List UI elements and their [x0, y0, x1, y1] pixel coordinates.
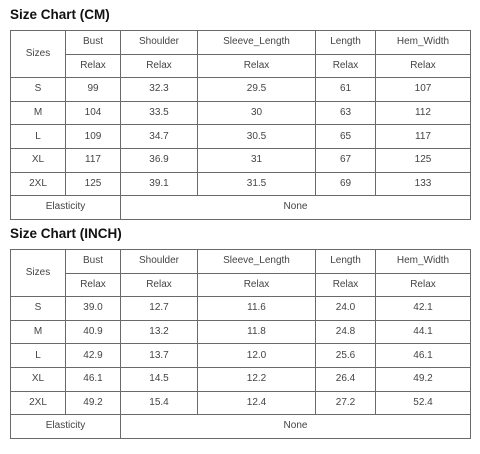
measurement-cell: 69 — [316, 172, 376, 196]
measurement-cell: 26.4 — [316, 367, 376, 391]
measurement-cell: 104 — [66, 101, 121, 125]
measurement-cell: 125 — [66, 172, 121, 196]
measurement-cell: 30.5 — [198, 125, 316, 149]
fit-row — [11, 54, 471, 78]
measurement-cell: 46.1 — [66, 367, 121, 391]
size-label: M — [11, 320, 66, 344]
measurement-cell: 39.0 — [66, 297, 121, 321]
fit-cell: Relax — [198, 273, 316, 297]
measurement-cell: 13.2 — [121, 320, 198, 344]
measurement-cell: 42.1 — [376, 297, 471, 321]
fit-cell: Relax — [198, 54, 316, 78]
measurement-cell: 33.5 — [121, 101, 198, 125]
measurement-cell: 14.5 — [121, 367, 198, 391]
table-row — [11, 297, 471, 321]
measurement-cell: 31.5 — [198, 172, 316, 196]
size-label: S — [11, 297, 66, 321]
measurement-cell: 31 — [198, 148, 316, 172]
size-label: M — [11, 101, 66, 125]
elasticity-value: None — [121, 415, 471, 439]
table-row — [11, 391, 471, 415]
elasticity-row — [11, 415, 471, 439]
fit-cell: Relax — [121, 54, 198, 78]
measurement-cell: 12.2 — [198, 367, 316, 391]
table-row — [11, 367, 471, 391]
table-row — [11, 320, 471, 344]
size-label: L — [11, 125, 66, 149]
measurement-cell: 12.0 — [198, 344, 316, 368]
measurement-cell: 29.5 — [198, 78, 316, 102]
size-label: 2XL — [11, 391, 66, 415]
measurement-cell: 32.3 — [121, 78, 198, 102]
elasticity-label: Elasticity — [11, 415, 121, 439]
measurement-cell: 25.6 — [316, 344, 376, 368]
measurement-cell: 24.8 — [316, 320, 376, 344]
measurement-cell: 15.4 — [121, 391, 198, 415]
column-header: Length — [316, 250, 376, 274]
measurement-cell: 49.2 — [66, 391, 121, 415]
column-header: Sleeve_Length — [198, 250, 316, 274]
sizes-header: Sizes — [11, 250, 66, 297]
elasticity-label: Elasticity — [11, 196, 121, 220]
elasticity-row — [11, 196, 471, 220]
measurement-cell: 61 — [316, 78, 376, 102]
table-row — [11, 101, 471, 125]
measurement-cell: 46.1 — [376, 344, 471, 368]
column-header: Shoulder — [121, 31, 198, 55]
fit-cell: Relax — [376, 273, 471, 297]
fit-row — [11, 273, 471, 297]
measurement-cell: 117 — [66, 148, 121, 172]
measurement-cell: 107 — [376, 78, 471, 102]
measurement-cell: 11.8 — [198, 320, 316, 344]
measurement-cell: 27.2 — [316, 391, 376, 415]
measurement-cell: 67 — [316, 148, 376, 172]
measurement-cell: 34.7 — [121, 125, 198, 149]
header-row — [11, 250, 471, 274]
header-row — [11, 31, 471, 55]
column-header: Hem_Width — [376, 31, 471, 55]
sizes-header: Sizes — [11, 31, 66, 78]
measurement-cell: 12.7 — [121, 297, 198, 321]
measurement-cell: 12.4 — [198, 391, 316, 415]
fit-cell: Relax — [66, 273, 121, 297]
table-row — [11, 172, 471, 196]
fit-cell: Relax — [316, 273, 376, 297]
fit-cell: Relax — [66, 54, 121, 78]
column-header: Hem_Width — [376, 250, 471, 274]
measurement-cell: 99 — [66, 78, 121, 102]
size-chart-cm-table — [10, 30, 471, 220]
size-chart-inch-title: Size Chart (INCH) — [10, 226, 122, 241]
size-label: 2XL — [11, 172, 66, 196]
column-header: Bust — [66, 31, 121, 55]
table-row — [11, 78, 471, 102]
elasticity-value: None — [121, 196, 471, 220]
measurement-cell: 109 — [66, 125, 121, 149]
measurement-cell: 49.2 — [376, 367, 471, 391]
fit-cell: Relax — [376, 54, 471, 78]
measurement-cell: 13.7 — [121, 344, 198, 368]
fit-cell: Relax — [121, 273, 198, 297]
measurement-cell: 39.1 — [121, 172, 198, 196]
size-label: S — [11, 78, 66, 102]
column-header: Sleeve_Length — [198, 31, 316, 55]
measurement-cell: 30 — [198, 101, 316, 125]
column-header: Shoulder — [121, 250, 198, 274]
table-row — [11, 344, 471, 368]
measurement-cell: 36.9 — [121, 148, 198, 172]
table-row — [11, 125, 471, 149]
measurement-cell: 24.0 — [316, 297, 376, 321]
size-label: L — [11, 344, 66, 368]
measurement-cell: 133 — [376, 172, 471, 196]
fit-cell: Relax — [316, 54, 376, 78]
size-chart-cm-title: Size Chart (CM) — [10, 7, 110, 22]
measurement-cell: 125 — [376, 148, 471, 172]
column-header: Bust — [66, 250, 121, 274]
size-chart-inch-table — [10, 249, 471, 439]
measurement-cell: 63 — [316, 101, 376, 125]
measurement-cell: 117 — [376, 125, 471, 149]
size-label: XL — [11, 148, 66, 172]
column-header: Length — [316, 31, 376, 55]
size-label: XL — [11, 367, 66, 391]
measurement-cell: 112 — [376, 101, 471, 125]
measurement-cell: 44.1 — [376, 320, 471, 344]
measurement-cell: 11.6 — [198, 297, 316, 321]
measurement-cell: 42.9 — [66, 344, 121, 368]
measurement-cell: 52.4 — [376, 391, 471, 415]
table-row — [11, 148, 471, 172]
measurement-cell: 40.9 — [66, 320, 121, 344]
measurement-cell: 65 — [316, 125, 376, 149]
